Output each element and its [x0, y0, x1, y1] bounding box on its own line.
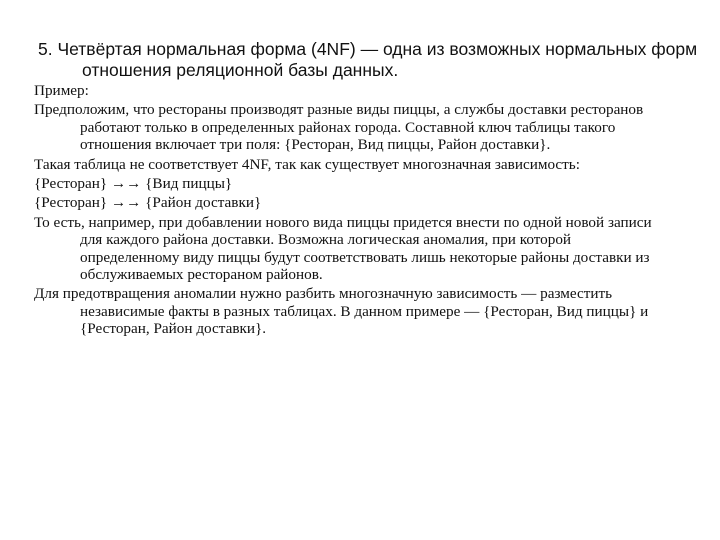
paragraph-premise: Предположим, что рестораны производят разные виды пиццы, а службы доставки ресторанов работают только в определенных районах города. Составной ключ таблицы такого отношения включает три поля: {Ресторан, Вид пиццы, Район доставки}.	[34, 101, 644, 154]
paragraph-anomaly: То есть, например, при добавлении нового вида пиццы придется внести по одной новой записи для каждого района доставки. Возможна логическая аномалия, при которой определенному виду пиццы будут соответствовать лишь некоторые районы доставки из обслуживаемых рестораном районов.	[34, 213, 652, 284]
slide-body	[34, 82, 674, 340]
dependency-pizza-type: {Ресторан} →→ {Вид пиццы}	[34, 175, 233, 193]
dependency-delivery-area: {Ресторан} →→ {Район доставки}	[34, 194, 262, 212]
example-label: Пример:	[34, 82, 89, 99]
slide-heading: 5. Четвёртая нормальная форма (4NF) — одна из возможных нормальных форм отношения реляционной базы данных.	[38, 39, 698, 80]
paragraph-solution: Для предотвращения аномалии нужно разбить многозначную зависимость — разместить независимые факты в разных таблицах. В данном примере — {Ресторан, Вид пиццы} и {Ресторан, Район доставки}.	[34, 285, 649, 338]
paragraph-violation: Такая таблица не соответствует 4NF, так как существует многозначная зависимость:	[34, 155, 580, 173]
